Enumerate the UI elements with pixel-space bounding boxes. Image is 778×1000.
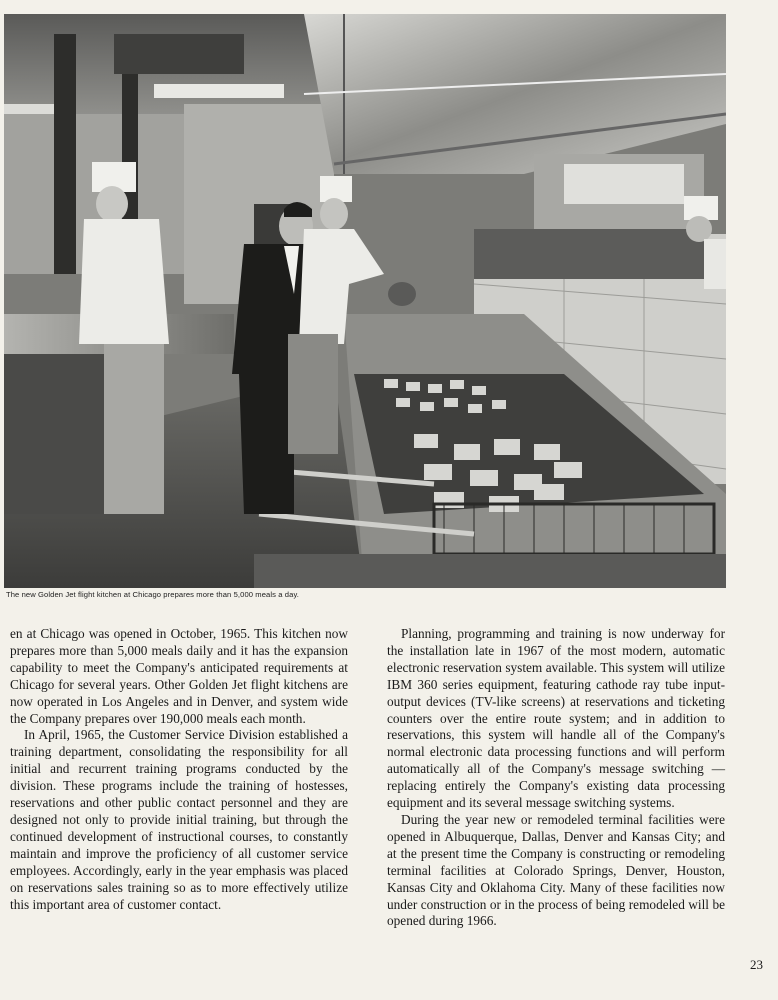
- right-column: [387, 626, 725, 930]
- kitchen-photo-drawing: [4, 14, 726, 588]
- kitchen-photo: [4, 14, 726, 588]
- page-number: 23: [750, 957, 763, 972]
- photo-caption: The new Golden Jet flight kitchen at Chicago prepares more than 5,000 meals a day.: [6, 590, 299, 599]
- right-paragraph-2: During the year new or remodeled terminal facilities were opened in Albuquerque, Dallas, Denver and Kansas City; and at the present time the Company is constructing or remodeling terminal facilities at Colorado Springs, Denver, Houston, Kansas City and Oklahoma City. Many of these facilities now under construction or in the process of being remodeled will be opened during 1966.: [387, 811, 725, 929]
- left-paragraph-2: In April, 1965, the Customer Service Division established a training department, consolidating the responsibility for all initial and recurrent training programs conducted by the division. These programs include the training of hostesses, reservations and other public contact personnel and they are designed not only to provide initial training, but through the continued development of instructional courses, to constantly maintain and improve the proficiency of all customer service employees. Accordingly, early in the year emphasis was placed on reservations sales training so as to more effectively utilize this important area of customer contact.: [10, 727, 348, 912]
- left-column: [10, 626, 348, 913]
- right-paragraph-1: Planning, programming and training is now underway for the installation late in 1967 of the most modern, automatic electronic reservation system available. This system will utilize IBM 360 series equipment, featuring cathode ray tube input-output devices (TV-like screens) at reservations and ticketing counters over the entire route system; and in addition to reservations, this system will handle all of the Company's normal electronic data processing functions and will perform automatically all of the Company's message switching — replacing entirely the Company's existing data processing equipment and its several message switching systems.: [387, 626, 725, 811]
- left-paragraph-1: en at Chicago was opened in October, 1965. This kitchen now prepares more than 5,000 meals daily and it has the expansion capability to meet the Company's anticipated requirements at Chicago for several years. Other Golden Jet flight kitchens are now operated in Los Angeles and in Denver, and system wide the Company prepares over 190,000 meals each month.: [10, 626, 348, 726]
